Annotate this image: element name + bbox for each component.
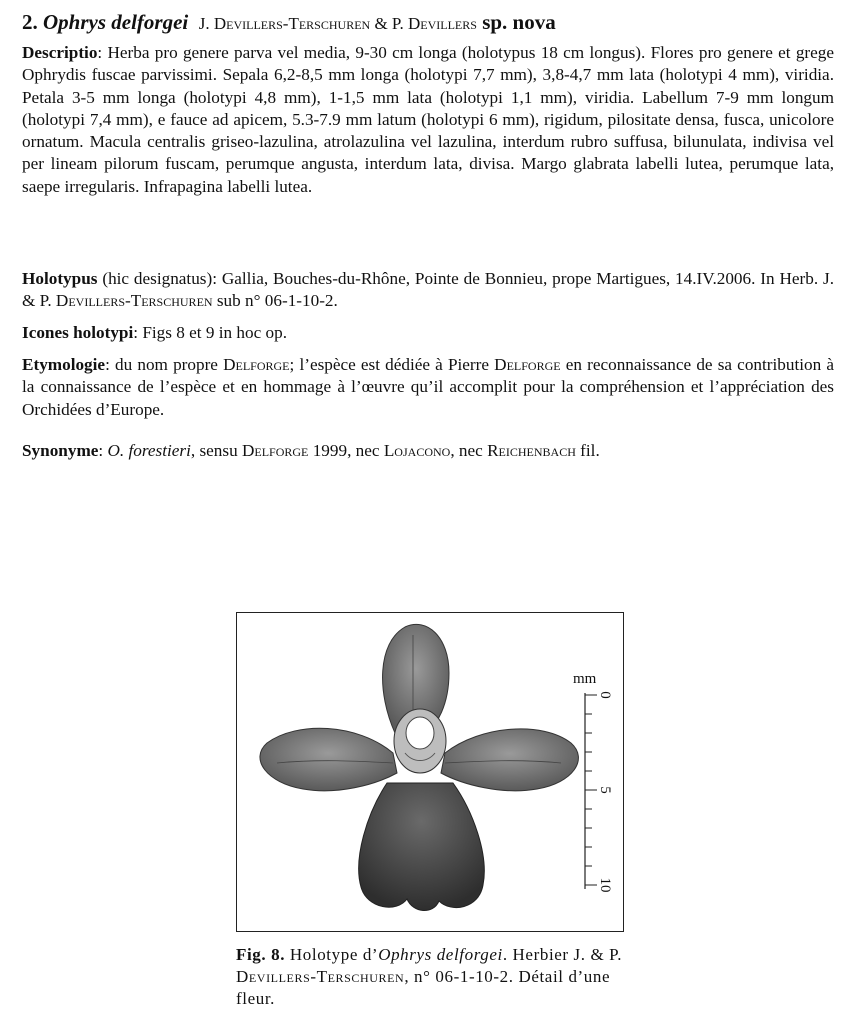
holotypus-number: sub n° 06-1-10-2. (212, 291, 338, 311)
synonyme-species: O. forestieri (107, 441, 191, 460)
icones-text: : Figs 8 et 9 in hoc op. (133, 323, 287, 342)
synonyme-paragraph (22, 440, 834, 462)
descriptio-text: : Herba pro genere parva vel media, 9-30 cm longa (holotypus 18 cm longus). Flores pro genere et grege Ophrydis fuscae parvissimi. Sepala 6,2-8,5 mm longa (holotypi 7,7 mm), 3,8-4,7 mm lata (holotypi 4 mm), viridia. Petala 3-5 mm longa (holotypi 4,8 mm), 1-1,5 mm lata (holotypi 1,1 mm), viridia. Labellum 7-9 mm longum (holotypi 7,4 mm), e fauce ad apicem, 5.3-7.9 mm latum (holotypi 6 mm), rigidum, pilositate densa, fusca, unicolore ornatum. Macula centralis griseo-lazulina, atrolazulina vel lazulina, interdum rubro suffusa, bilunulata, indivisa vel per lineam pilorum fuscam, perumque angusta, interdum lata, divisa. Margo glabrata labelli lutea, perumque lata, saepe irregularis. Infrapagina labelli lutea. (22, 43, 834, 196)
icones-paragraph (22, 322, 834, 344)
etymologie-text-a: : du nom propre (105, 355, 224, 374)
figure-8-holotype-photo (236, 612, 624, 932)
holotypus-paragraph (22, 268, 834, 313)
scale-unit-label: mm (573, 671, 597, 687)
synonyme-text-c: 1999, nec (308, 441, 384, 460)
etymologie-paragraph (22, 354, 834, 421)
synonyme-text-d: , nec (450, 441, 488, 460)
holotypus-label: Holotypus (22, 269, 98, 288)
species-authors: J. Devillers-Terschuren & P. Devillers (198, 14, 477, 33)
synonyme-text-e: fil. (575, 441, 600, 460)
descriptio-label: Descriptio (22, 43, 98, 62)
orchid-flower-illustration (237, 613, 623, 931)
synonyme-label: Synonyme (22, 441, 99, 460)
species-name: Ophrys delforgei (43, 10, 189, 34)
scale-tick-labels (597, 691, 613, 892)
scale-ticks (585, 695, 597, 885)
figure-caption-text-a: Holotype d’ (285, 945, 379, 964)
figure-caption-text-b: . Herbier J. & P. (502, 945, 623, 964)
species-status: sp. nova (482, 10, 556, 34)
right-lateral-sepal (441, 729, 578, 791)
etymologie-label: Etymologie (22, 355, 106, 374)
synonyme-name-2: Lojacono (383, 441, 451, 460)
synonyme-name-1: Delforge (241, 441, 309, 460)
etymologie-name-1: Delforge (223, 355, 290, 374)
figure-caption-species: Ophrys delforgei (378, 945, 503, 964)
synonyme-text-a: : (98, 441, 108, 460)
scale-tick-label: 5 (597, 786, 613, 794)
descriptio-paragraph (22, 42, 834, 198)
labellum (359, 783, 485, 911)
etymologie-text-c: en reconnaissance de sa contribution à la connaissance de l’espèce et en hommage à l’œuvre qu’il accomplit pour la compréhension et l’appréciation des Orchidées d’Europe. (22, 355, 834, 419)
species-number: 2. (22, 10, 38, 34)
species-heading (22, 10, 556, 35)
synonyme-name-3: Reichenbach (487, 441, 576, 460)
holotypus-herbarium-name: Devillers-Terschuren (55, 291, 213, 311)
figure-caption (236, 944, 636, 1010)
scale-tick-label: 10 (597, 877, 613, 893)
left-lateral-sepal (260, 728, 397, 791)
etymologie-text-b: ; l’espèce est dédiée à Pierre (289, 355, 495, 374)
figure-caption-herbarium-name: Devillers-Terschuren (236, 967, 405, 986)
etymologie-name-2: Delforge (494, 355, 561, 374)
icones-label: Icones holotypi (22, 323, 134, 342)
scale-tick-label: 0 (597, 691, 613, 699)
synonyme-text-b: , sensu (190, 441, 242, 460)
figure-caption-label: Fig. 8. (236, 945, 286, 964)
holotypus-text: (hic designatus): Gallia, Bouches-du-Rhône, Pointe de Bonnieu, prope Martigues, 14.IV.2006. In Herb. J. & P. (22, 269, 834, 311)
figure-caption-text-c: , n° 06-1-10-2. Détail d’une fleur. (236, 967, 611, 1008)
